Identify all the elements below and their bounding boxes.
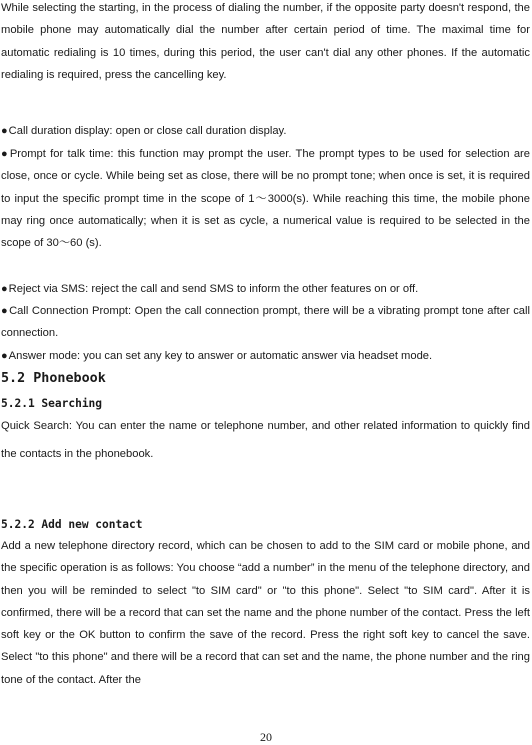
paragraph-auto-redial: While selecting the starting, in the process of dialing the number, if the opposite party doesn't respond, the mobile phone may automatically dial the number after certain period of time. The maximal time for automatic redialing is 10 times, during this period, the user can't dial any other phones. If the automatic redialing is required, press the cancelling key.: [1, 2, 530, 81]
bullet-mark: ●: [1, 283, 8, 295]
paragraph-add-contact: Add a new telephone directory record, which can be chosen to add to the SIM card or mobile phone, and the specific operation is as follows: You choose “add a number” in the menu of the telephone directory, and then you will be reminded to select "to SIM card" or "to this phone". Select "to SIM card". After it is confirmed, there will be a record that can set the name and the phone number of the contact. Press the left soft key or the OK button to confirm the save of the record. Press the right soft key to cancel the save. Select "to this phone" and there will be a record that can set and the name, the phone number and the ring tone of the contact. After the: [1, 540, 530, 686]
bullet-reject-sms: [1, 278, 530, 300]
bullet-text: Answer mode: you can set any key to answer or automatic answer via headset mode.: [8, 350, 433, 362]
bullet-mark: ●: [1, 148, 9, 160]
bullet-text: Call Connection Prompt: Open the call connection prompt, there will be a vibrating prompt tone after call connection.: [1, 305, 530, 340]
subsection-heading-searching: 5.2.1 Searching: [1, 397, 103, 410]
subsection-heading-add-contact: 5.2.2 Add new contact: [1, 518, 143, 531]
bullet-mark: ●: [1, 305, 9, 317]
bullet-connection-prompt: [1, 300, 530, 345]
page-number: 20: [260, 730, 272, 744]
bullet-call-duration: [1, 120, 530, 142]
bullet-answer-mode: [1, 345, 530, 367]
bullet-mark: ●: [1, 125, 8, 137]
bullet-text: Prompt for talk time: this function may prompt the user. The prompt types to be used for selection are close, once or cycle. While being set as close, there will be no prompt tone; when once is set, it is required to input the specific prompt time in the scope of 1～3000(s). While reaching this time, the mobile phone may ring once automatically; when it is set as cycle, a numerical value is required to be selected in the scope of 30～60 (s).: [1, 148, 530, 250]
bullet-text: Call duration display: open or close call duration display.: [8, 125, 287, 137]
section-heading-phonebook: 5.2 Phonebook: [1, 371, 106, 386]
bullet-prompt-talk-time: [1, 143, 530, 254]
paragraph-quick-search: Quick Search: You can enter the name or telephone number, and other related information to quickly find the contacts in the phonebook.: [1, 420, 530, 460]
bullet-mark: ●: [1, 350, 8, 362]
bullet-text: Reject via SMS: reject the call and send SMS to inform the other features on or off.: [8, 283, 419, 295]
